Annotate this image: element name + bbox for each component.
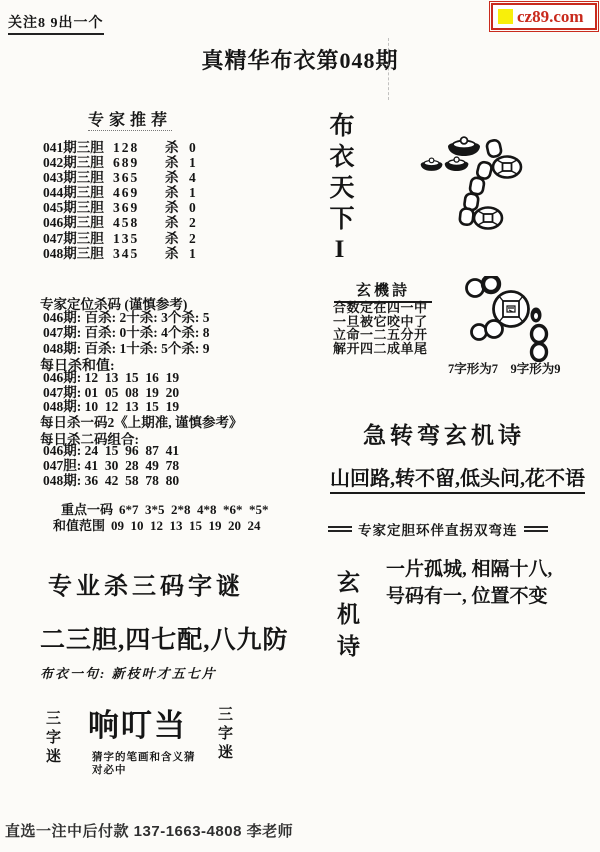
daily-one-kill-line: 每日杀一码2《上期准, 谨慎参考》 [40,415,243,430]
table-row [43,246,196,261]
period-cell: 045期三胆 [43,200,104,216]
three-char-label-right: 三字迷 [216,706,232,763]
bead-icon [486,139,502,157]
poem-line: 一片孤城, 相隔十八, [386,559,553,580]
separator-bar-icon [524,526,548,532]
position-kill-heading: 专家定位杀码 (谨慎参考) [40,297,188,312]
poem-line: 一旦被它咬中了 [333,313,428,329]
list-item: 048期: 百杀: 1十杀: 5个杀: 9 [43,340,210,356]
kill-label: 杀 [165,185,179,201]
sum-range-line [40,499,261,550]
kill-label: 杀 [165,140,179,155]
dan-cell: 365 [113,170,140,186]
dan-cell: 369 [113,200,140,216]
poem-line: 立命一二五分开 [333,327,428,343]
poem-line: 解开四二成单尾 [333,340,428,356]
poem-line: 号码有一, 位置不变 [386,586,548,607]
period-cell: 042期三胆 [43,155,104,171]
ingot-icon [445,157,469,171]
bead-icon [469,177,485,195]
kill-cell: 1 [189,185,196,201]
bead-icon [532,326,547,343]
daily-sum-kill-heading: 每日杀和值: [40,359,115,374]
ingot-icon [421,158,443,171]
period-cell: 046期三胆 [43,215,104,231]
dan-cell: 135 [113,230,140,246]
contact-footer: 直选一注中后付款 137-1663-4808 李老师 [5,823,294,840]
title-divider [388,38,389,100]
coin-icon [474,208,502,229]
separator-bar-icon [328,526,352,532]
shape-hint-caption: 7字形为7 9字形为9 [448,362,561,376]
sum-range-value: 09 10 12 13 15 19 20 24 [111,518,261,533]
kill-cell: 4 [189,170,196,186]
xuanji-poem [333,301,428,355]
kill-cell: 2 [189,230,196,246]
kill-label: 杀 [165,245,179,261]
note-line: 猜字的笔画和含义猜 [92,752,196,763]
period-cell: 047期三胆 [43,230,104,246]
kill-cell: 1 [189,245,196,261]
kill-cell: 0 [189,200,196,216]
dan-cell: 469 [113,185,140,201]
two-code-combo-rows [43,443,179,488]
riddle-heading: 专业杀三码字谜 [48,574,244,600]
dan-cell: 128 [113,140,140,155]
key-code-value: 6*7 3*5 2*8 4*8 *6* *5* [119,502,269,517]
table-row [43,185,196,200]
sum-range-label: 和值范围 [53,518,106,533]
kill-label: 杀 [165,215,179,231]
daily-sum-kill-rows [43,371,179,415]
bead-icon [532,344,547,361]
table-row [43,215,196,230]
separator-text: 专家定胆环伴直拐双弯连 [358,523,518,538]
riddle-line: 二三胆,四七配,八九防 [40,627,289,654]
position-kill-rows [43,310,209,356]
ingot-icon [448,137,480,156]
bead-icon [459,208,474,225]
bottom-poem [386,556,552,610]
dan-cell: 458 [113,215,140,231]
three-char-label-left: 三字迷 [44,710,60,767]
list-item: 048期: 10 12 13 15 19 [43,399,180,415]
xuanji-poem-heading: 玄機詩 [334,279,432,303]
logo-square-icon [498,9,513,24]
table-row [43,231,196,246]
kill-label: 杀 [165,155,179,171]
ingot-chain-illustration [416,134,532,234]
three-char-answer: 响叮当 [88,708,187,743]
table-row [43,155,196,170]
period-cell: 041期三胆 [43,140,104,155]
period-cell: 043期三胆 [43,170,104,186]
page-title: 真精华布衣第048期 [201,48,399,73]
kill-cell: 1 [189,155,196,171]
kill-label: 杀 [165,200,179,216]
three-char-note [92,751,196,777]
poem-line: 合数定在四一中 [333,300,428,315]
table-row [43,140,196,155]
kill-cell: 0 [189,140,196,155]
table-row [43,170,196,185]
note-line: 对必中 [92,765,127,776]
dan-cell: 345 [113,245,140,261]
two-code-combo-heading: 每日杀二码组合: [40,432,139,447]
list-item: 048期: 36 42 58 78 80 [43,473,180,488]
separator-banner [328,519,566,539]
ring-icon [467,280,484,297]
list-item: 046期: 百杀: 2十杀: 3个杀: 5 [43,310,210,325]
kill-label: 杀 [165,170,179,186]
list-item: 047期: 百杀: 0十杀: 4个杀: 8 [43,325,210,341]
kill-cell: 2 [189,215,196,231]
dan-cell: 689 [113,155,140,171]
bottom-poem-label: 玄机诗 [334,570,359,666]
coin-icon [493,157,521,178]
list-item: 046期: 12 13 15 16 19 [43,370,180,385]
buyi-tianxia-title: 布衣天下I [326,112,353,269]
dark-bead-hole [534,313,538,319]
ring-icon [483,276,499,292]
list-item: 046期: 24 15 96 87 41 [43,443,180,458]
kill-label: 杀 [165,230,179,246]
key-code-label: 重点一码 [61,502,114,517]
expert-recommend-heading: 专家推荐 [88,107,172,131]
expert-recommend-table [43,140,196,261]
ring-icon [472,325,487,340]
ring-icon [486,321,503,338]
logo-text: cz89.com [517,6,584,26]
buyi-sentence: 布衣一句: 新枝叶才五七片 [40,666,217,681]
coin-rings-illustration [460,276,560,362]
period-cell: 048期三胆 [43,245,104,261]
list-item: 047胆: 41 30 28 49 78 [43,458,180,473]
top-note: 关注8 9出一个 [8,12,104,35]
period-cell: 044期三胆 [43,185,104,201]
list-item: 047期: 01 05 08 19 20 [43,384,180,400]
table-row [43,200,196,215]
sharp-turn-line: 山回路,转不留,低头问,花不语 [330,462,585,494]
sharp-turn-heading: 急转弯玄机诗 [363,423,525,448]
site-logo[interactable] [491,3,597,30]
